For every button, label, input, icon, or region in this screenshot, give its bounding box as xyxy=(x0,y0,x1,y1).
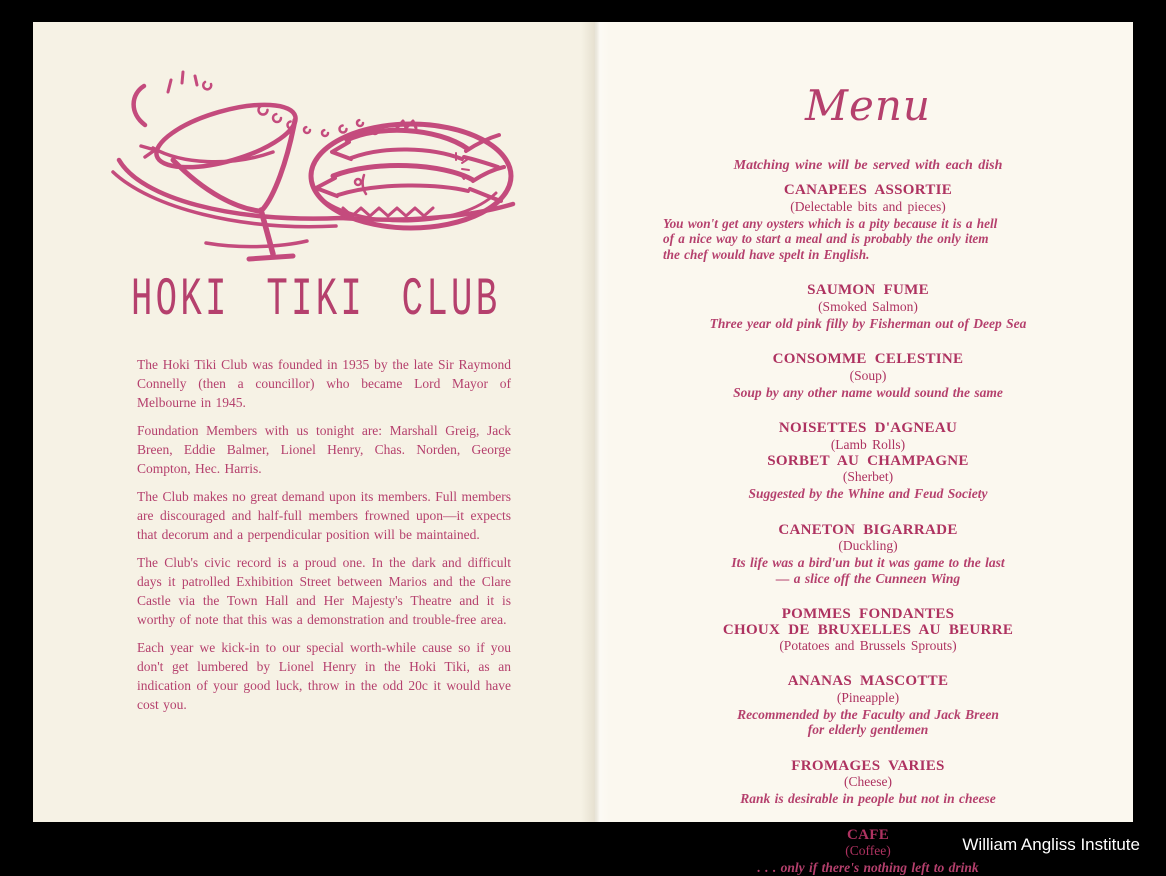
course-translation: (Smoked Salmon) xyxy=(818,298,918,314)
menu-course xyxy=(663,674,1073,738)
course-translation: (Lamb Rolls) xyxy=(830,436,906,452)
course-translation: (Soup) xyxy=(849,367,887,383)
course-note-line: Its life was a bird'un but it was game to the last xyxy=(731,555,1005,570)
course-note-line: — a slice off the Cunneen Wing xyxy=(775,570,961,586)
club-paragraph: The Club's civic record is a proud one. In the dark and difficult days it patrolled Exhibition Street between Marios and the Clare Castle via the Town Hall and Her Majesty's Theatre and it is worthy of note that this was a demonstration and trouble-free area. xyxy=(137,555,511,627)
archive-caption: William Angliss Institute xyxy=(962,835,1140,854)
menu-intro: Matching wine will be served with each dish xyxy=(733,158,1003,173)
club-description xyxy=(137,355,511,723)
course-translation: (Sherbet) xyxy=(842,469,894,484)
menu-content xyxy=(663,82,1073,876)
menu-course xyxy=(663,352,1073,400)
club-paragraph: The Hoki Tiki Club was founded in 1935 by the late Sir Raymond Connelly (then a councillor) who became Lord Mayor of Melbourne in 1945. xyxy=(137,357,511,410)
course-name: CONSOMME CELESTINE xyxy=(772,351,964,367)
course-name: CANETON BIGARRADE xyxy=(778,521,958,538)
course-note-line: Suggested by the Whine and Feud Society xyxy=(748,486,988,501)
course-name: CHOUX DE BRUXELLES AU BEURRE xyxy=(722,621,1014,638)
course-note xyxy=(663,860,1073,876)
course-name: CAFE xyxy=(846,826,890,843)
course-name: NOISETTES D'AGNEAU xyxy=(778,420,958,436)
course-translation: (Cheese) xyxy=(844,774,892,789)
menu-course xyxy=(663,607,1073,653)
course-note-line: for elderly gentlemen xyxy=(807,722,929,737)
course-note xyxy=(663,316,1073,332)
menu-heading: Menu xyxy=(805,81,931,130)
course-translation: (Pineapple) xyxy=(836,689,900,705)
course-note xyxy=(663,385,1073,401)
course-note xyxy=(663,555,1073,586)
course-translation: (Delectable bits and pieces) xyxy=(790,198,946,214)
course-note xyxy=(663,707,1073,738)
course-note xyxy=(663,486,1073,502)
course-translation: (Coffee) xyxy=(845,843,891,858)
course-note-line: Soup by any other name would sound the same xyxy=(733,384,1003,400)
course-note-line: Recommended by the Faculty and Jack Breen xyxy=(737,706,999,722)
course-note-line: Rank is desirable in people but not in cheese xyxy=(740,791,996,806)
course-name: SORBET AU CHAMPAGNE xyxy=(767,452,969,469)
club-paragraph: Foundation Members with us tonight are: Marshall Greig, Jack Breen, Eddie Balmer, Lionel Henry, Chas. Norden, George Compton, Hec. Harris. xyxy=(137,423,511,476)
menu-course xyxy=(663,283,1073,331)
course-translation: (Duckling) xyxy=(838,538,898,553)
fish-platter-drawing xyxy=(311,121,511,228)
course-name: SAUMON FUME xyxy=(807,282,929,298)
course-note-line: . . . only if there's nothing left to drink xyxy=(757,860,979,875)
course-note-line: Three year old pink filly by Fisherman out of Deep Sea xyxy=(709,315,1027,331)
menu-course xyxy=(663,421,1073,452)
course-list xyxy=(663,183,1073,876)
menu-course xyxy=(663,454,1073,502)
page-fold xyxy=(581,22,611,822)
club-paragraph: The Club makes no great demand upon its members. Full members are discouraged and half-full members frowned upon—it expects that decorum and a perpendicular position will be maintained. xyxy=(137,489,511,542)
course-note-line: of a nice way to start a meal and is probably the only item xyxy=(663,231,989,246)
club-paragraph: Each year we kick-in to our special worth-while cause so if you don't get lumbered by Lionel Henry in the Hoki Tiki, as an indication of your good luck, throw in the odd 20c it would have cost you. xyxy=(137,640,511,712)
menu-course xyxy=(663,759,1073,807)
course-translation: (Potatoes and Brussels Sprouts) xyxy=(779,638,957,653)
course-name: CANAPEES ASSORTIE xyxy=(783,182,953,198)
course-note xyxy=(663,216,1073,263)
course-note-line: You won't get any oysters which is a pity because it is a hell xyxy=(663,215,998,231)
course-name: POMMES FONDANTES xyxy=(781,606,955,622)
cocktail-fish-illustration-icon xyxy=(111,68,516,263)
course-name: ANANAS MASCOTTE xyxy=(787,673,949,689)
course-name: FROMAGES VARIES xyxy=(791,757,945,774)
menu-course xyxy=(663,183,1073,262)
course-note-line: the chef would have spelt in English. xyxy=(663,246,870,262)
menu-course xyxy=(663,523,1073,587)
course-note xyxy=(663,791,1073,807)
club-title: HOKI TIKI CLUB xyxy=(131,270,501,331)
